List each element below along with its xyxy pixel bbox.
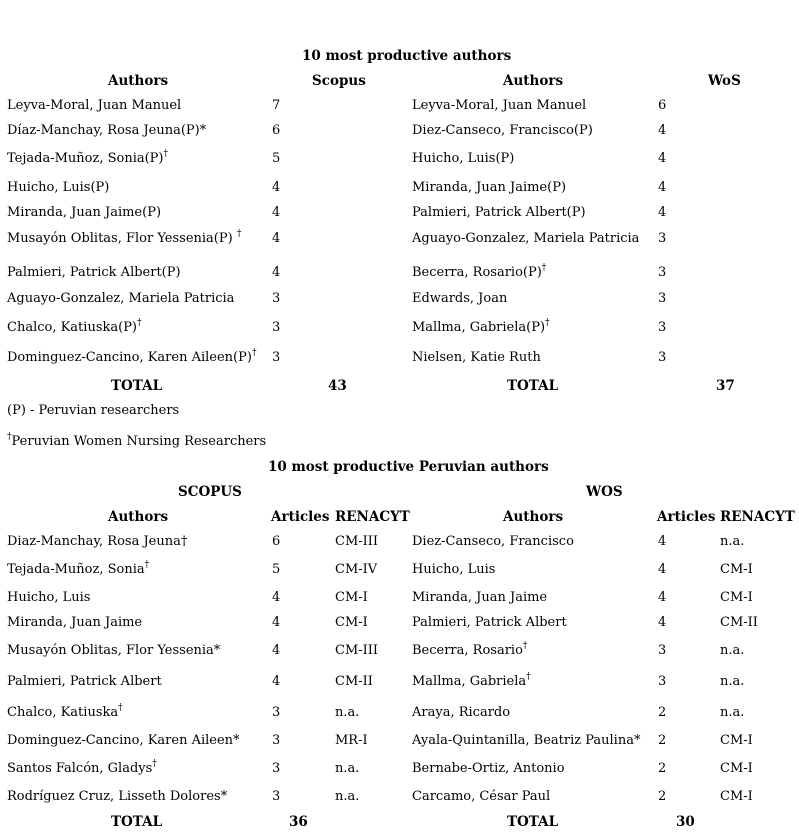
- table2-row-3-scopus-author: [7, 615, 142, 630]
- table2-row-4-wos-author-text: Becerra, Rosario: [412, 643, 523, 658]
- table1-row-4-scopus-author: [7, 205, 161, 220]
- table1-row-4-wos-author: [412, 205, 586, 220]
- table2-section-scopus: SCOPUS: [178, 484, 242, 500]
- table2-row-9-scopus-renacyt: n.a.: [335, 789, 360, 804]
- table1-header-authors-wos: Authors: [503, 73, 564, 89]
- table1-row-1-scopus-count: 6: [272, 123, 281, 138]
- table2-row-8-scopus-author: [7, 761, 157, 776]
- table1-row-8-wos-author-dagger: †: [545, 318, 550, 328]
- table1-row-2-wos-author-text: Huicho, Luis(P): [412, 151, 515, 166]
- table1-row-8-scopus-count: 3: [272, 320, 281, 335]
- table2-total-label-right: TOTAL: [507, 814, 559, 830]
- table2-row-3-wos-renacyt: CM-II: [720, 615, 758, 630]
- table2-row-8-scopus-renacyt: n.a.: [335, 761, 360, 776]
- table2-row-0-wos-renacyt: n.a.: [720, 534, 745, 549]
- table2-row-3-wos-author-text: Palmieri, Patrick Albert: [412, 615, 567, 630]
- table1-row-2-scopus-author: [7, 151, 168, 166]
- table2-row-2-wos-author-text: Miranda, Juan Jaime: [412, 590, 548, 605]
- table2-row-0-wos-author: [412, 534, 574, 549]
- table2-row-1-scopus-articles: 5: [272, 562, 281, 577]
- table2-header-articles-left: Articles: [271, 509, 330, 525]
- table1-row-4-scopus-count: 4: [272, 205, 281, 220]
- table1-row-6-wos-author: [412, 265, 546, 280]
- table1-row-6-scopus-count: 4: [272, 265, 281, 280]
- table2-row-5-wos-author-dagger: †: [526, 672, 531, 682]
- table1-row-6-scopus-author-text: Palmieri, Patrick Albert(P): [7, 265, 181, 280]
- table2-row-6-scopus-renacyt: n.a.: [335, 705, 360, 720]
- table2-row-3-scopus-renacyt: CM-I: [335, 615, 368, 630]
- table2-row-9-scopus-articles: 3: [272, 789, 281, 804]
- table2-row-2-wos-articles: 4: [658, 590, 667, 605]
- table2-header-authors-right: Authors: [503, 509, 564, 525]
- table2-row-5-scopus-author: [7, 674, 162, 689]
- table2-row-8-wos-author-text: Bernabe-Ortiz, Antonio: [412, 761, 565, 776]
- table2-row-0-scopus-renacyt: CM-III: [335, 534, 379, 549]
- table2-row-0-scopus-articles: 6: [272, 534, 281, 549]
- table1-total-wos: 37: [716, 378, 735, 394]
- table2-row-7-scopus-articles: 3: [272, 733, 281, 748]
- table1-row-8-wos-count: 3: [658, 320, 667, 335]
- table1-total-label-left: TOTAL: [111, 378, 163, 394]
- table1-row-0-scopus-author: [7, 98, 181, 113]
- table1-title: 10 most productive authors: [302, 48, 512, 64]
- table2-row-5-wos-author: [412, 674, 531, 689]
- table1-row-4-wos-author-text: Palmieri, Patrick Albert(P): [412, 205, 586, 220]
- table2-row-4-scopus-author-text: Musayón Oblitas, Flor Yessenia*: [7, 643, 221, 658]
- table2-row-6-wos-articles: 2: [658, 705, 667, 720]
- note-women: [7, 434, 266, 449]
- table1-row-6-wos-author-text: Becerra, Rosario(P): [412, 265, 542, 280]
- table1-row-7-wos-author-text: Edwards, Joan: [412, 291, 508, 306]
- table1-row-9-scopus-author-text: Dominguez-Cancino, Karen Aileen(P): [7, 350, 252, 365]
- table2-header-articles-right: Articles: [657, 509, 716, 525]
- table2-row-7-wos-author: [412, 733, 640, 748]
- table1-row-1-wos-author: [412, 123, 593, 138]
- table1-row-7-scopus-count: 3: [272, 291, 281, 306]
- table1-row-1-scopus-author-text: Díaz-Manchay, Rosa Jeuna(P)*: [7, 123, 207, 138]
- table1-header-authors-scopus: Authors: [108, 73, 169, 89]
- table2-row-6-scopus-author-dagger: †: [118, 703, 123, 713]
- table2-header-renacyt-right: RENACYT: [720, 509, 795, 525]
- table1-row-5-scopus-author-text: Musayón Oblitas, Flor Yessenia(P): [7, 231, 237, 246]
- table1-row-2-scopus-author-text: Tejada-Muñoz, Sonia(P): [7, 151, 164, 166]
- table2-row-9-wos-author: [412, 789, 550, 804]
- note-dagger: †: [7, 432, 12, 442]
- table1-total-label-right: TOTAL: [507, 378, 559, 394]
- table1-row-9-scopus-count: 3: [272, 350, 281, 365]
- table2-row-6-scopus-articles: 3: [272, 705, 281, 720]
- table2-total-left: 36: [289, 814, 308, 830]
- table2-row-1-scopus-author-text: Tejada-Muñoz, Sonia: [7, 562, 145, 577]
- table2-row-7-wos-author-text: Ayala-Quintanilla, Beatriz Paulina*: [412, 733, 641, 748]
- note-women-text: Peruvian Women Nursing Researchers: [11, 434, 267, 449]
- table1-row-3-wos-author-text: Miranda, Juan Jaime(P): [412, 180, 567, 195]
- table1-row-2-wos-author: [412, 151, 514, 166]
- table2-row-7-wos-articles: 2: [658, 733, 667, 748]
- table2-row-5-scopus-articles: 4: [272, 674, 281, 689]
- table2-row-1-wos-articles: 4: [658, 562, 667, 577]
- table1-row-5-wos-author: [412, 231, 639, 246]
- table2-header-renacyt-left: RENACYT: [335, 509, 410, 525]
- table2-row-1-scopus-renacyt: CM-IV: [335, 562, 378, 577]
- table2-row-6-wos-author-text: Araya, Ricardo: [412, 705, 511, 720]
- table2-row-1-wos-author: [412, 562, 495, 577]
- table2-row-9-scopus-author: [7, 789, 227, 804]
- table2-row-5-wos-renacyt: n.a.: [720, 674, 745, 689]
- table1-row-8-scopus-author-text: Chalco, Katiuska(P): [7, 320, 138, 335]
- table2-row-6-scopus-author: [7, 705, 123, 720]
- table2-row-9-scopus-author-text: Rodríguez Cruz, Lisseth Dolores*: [7, 789, 228, 804]
- table2-header-authors-left: Authors: [108, 509, 169, 525]
- table1-row-5-scopus-author-dagger: †: [236, 229, 242, 239]
- table2-row-1-wos-renacyt: CM-I: [720, 562, 753, 577]
- table1-row-4-scopus-author-text: Miranda, Juan Jaime(P): [7, 205, 162, 220]
- table2-row-7-scopus-author-text: Dominguez-Cancino, Karen Aileen*: [7, 733, 240, 748]
- table1-row-3-scopus-author-text: Huicho, Luis(P): [7, 180, 110, 195]
- table2-total-right: 30: [676, 814, 695, 830]
- table2-row-6-wos-author: [412, 705, 510, 720]
- table2-row-4-scopus-renacyt: CM-III: [335, 643, 379, 658]
- table1-row-1-wos-author-text: Diez-Canseco, Francisco(P): [412, 123, 593, 138]
- table1-row-7-scopus-author-text: Aguayo-Gonzalez, Mariela Patricia: [7, 291, 235, 306]
- table2-row-5-scopus-renacyt: CM-II: [335, 674, 373, 689]
- table2-row-4-scopus-author: [7, 643, 220, 658]
- table1-row-0-wos-author-text: Leyva-Moral, Juan Manuel: [412, 98, 587, 113]
- table1-row-6-scopus-author: [7, 265, 181, 280]
- table2-row-4-wos-renacyt: n.a.: [720, 643, 745, 658]
- table1-header-wos: WoS: [708, 73, 741, 89]
- table2-row-8-wos-renacyt: CM-I: [720, 761, 753, 776]
- table1-row-8-wos-author-text: Mallma, Gabriela(P): [412, 320, 546, 335]
- table1-row-2-scopus-count: 5: [272, 151, 281, 166]
- table2-row-8-scopus-author-dagger: †: [152, 759, 157, 769]
- table1-row-9-scopus-author: [7, 350, 256, 365]
- table2-row-2-scopus-renacyt: CM-I: [335, 590, 368, 605]
- table1-row-0-scopus-count: 7: [272, 98, 281, 113]
- table2-row-1-scopus-author-dagger: †: [144, 560, 150, 570]
- table1-row-5-scopus-count: 4: [272, 231, 281, 246]
- table2-title: 10 most productive Peruvian authors: [268, 459, 549, 475]
- table2-row-3-wos-articles: 4: [658, 615, 667, 630]
- table2-row-9-wos-articles: 2: [658, 789, 667, 804]
- table2-row-5-scopus-author-text: Palmieri, Patrick Albert: [7, 674, 162, 689]
- table1-row-0-scopus-author-text: Leyva-Moral, Juan Manuel: [7, 98, 182, 113]
- table2-row-2-scopus-author: [7, 590, 90, 605]
- table1-row-8-scopus-author-dagger: †: [137, 318, 142, 328]
- table2-row-5-wos-articles: 3: [658, 674, 667, 689]
- table1-row-5-scopus-author: [7, 231, 241, 246]
- table1-row-6-wos-author-dagger: †: [541, 263, 547, 273]
- table1-row-8-scopus-author: [7, 320, 142, 335]
- table2-row-7-scopus-renacyt: MR-I: [335, 733, 368, 748]
- table1-row-5-wos-count: 3: [658, 231, 667, 246]
- table2-row-8-scopus-author-text: Santos Falcón, Gladys: [7, 761, 153, 776]
- table1-row-3-scopus-author: [7, 180, 109, 195]
- table1-row-4-wos-count: 4: [658, 205, 667, 220]
- table1-row-7-wos-author: [412, 291, 507, 306]
- table2-row-6-wos-renacyt: n.a.: [720, 705, 745, 720]
- table2-row-8-wos-articles: 2: [658, 761, 667, 776]
- table1-row-9-wos-author: [412, 350, 541, 365]
- table2-row-9-wos-renacyt: CM-I: [720, 789, 753, 804]
- table2-row-0-scopus-author-text: Diaz-Manchay, Rosa Jeuna†: [7, 534, 188, 549]
- table1-row-2-scopus-author-dagger: †: [163, 149, 169, 159]
- table2-row-2-scopus-author-text: Huicho, Luis: [7, 590, 91, 605]
- table2-row-5-wos-author-text: Mallma, Gabriela: [412, 674, 527, 689]
- note-peruvian: (P) - Peruvian researchers: [7, 403, 180, 418]
- table2-row-3-scopus-articles: 4: [272, 615, 281, 630]
- table1-row-6-wos-count: 3: [658, 265, 667, 280]
- table1-row-7-wos-count: 3: [658, 291, 667, 306]
- table2-section-wos: WOS: [586, 484, 623, 500]
- table2-row-0-wos-author-text: Diez-Canseco, Francisco: [412, 534, 574, 549]
- table2-row-0-wos-articles: 4: [658, 534, 667, 549]
- table1-row-3-wos-author: [412, 180, 566, 195]
- table2-row-2-scopus-articles: 4: [272, 590, 281, 605]
- table2-row-1-scopus-author: [7, 562, 149, 577]
- table1-row-9-wos-count: 3: [658, 350, 667, 365]
- table2-row-4-wos-author: [412, 643, 527, 658]
- table1-row-8-wos-author: [412, 320, 550, 335]
- table2-row-3-scopus-author-text: Miranda, Juan Jaime: [7, 615, 143, 630]
- table2-row-7-scopus-author: [7, 733, 240, 748]
- table2-row-2-wos-author: [412, 590, 547, 605]
- table1-row-3-wos-count: 4: [658, 180, 667, 195]
- table2-row-8-scopus-articles: 3: [272, 761, 281, 776]
- table1-total-scopus: 43: [328, 378, 347, 394]
- table2-row-3-wos-author: [412, 615, 567, 630]
- table1-row-0-wos-count: 6: [658, 98, 667, 113]
- table1-row-9-scopus-author-dagger: †: [251, 348, 257, 358]
- table2-row-4-scopus-articles: 4: [272, 643, 281, 658]
- table1-row-7-scopus-author: [7, 291, 234, 306]
- table1-header-scopus: Scopus: [312, 73, 366, 89]
- table2-row-0-scopus-author: [7, 534, 187, 549]
- table2-row-9-wos-author-text: Carcamo, César Paul: [412, 789, 551, 804]
- table2-total-label-left: TOTAL: [111, 814, 163, 830]
- table2-row-4-wos-articles: 3: [658, 643, 667, 658]
- table1-row-9-wos-author-text: Nielsen, Katie Ruth: [412, 350, 541, 365]
- table1-row-1-wos-count: 4: [658, 123, 667, 138]
- table2-row-4-wos-author-dagger: †: [522, 641, 528, 651]
- table1-row-0-wos-author: [412, 98, 586, 113]
- table2-row-8-wos-author: [412, 761, 565, 776]
- table1-row-3-scopus-count: 4: [272, 180, 281, 195]
- table2-row-1-wos-author-text: Huicho, Luis: [412, 562, 496, 577]
- table2-row-6-scopus-author-text: Chalco, Katiuska: [7, 705, 119, 720]
- table1-row-1-scopus-author: [7, 123, 206, 138]
- table1-row-5-wos-author-text: Aguayo-Gonzalez, Mariela Patricia: [412, 231, 640, 246]
- table1-row-2-wos-count: 4: [658, 151, 667, 166]
- table2-row-7-wos-renacyt: CM-I: [720, 733, 753, 748]
- table2-row-2-wos-renacyt: CM-I: [720, 590, 753, 605]
